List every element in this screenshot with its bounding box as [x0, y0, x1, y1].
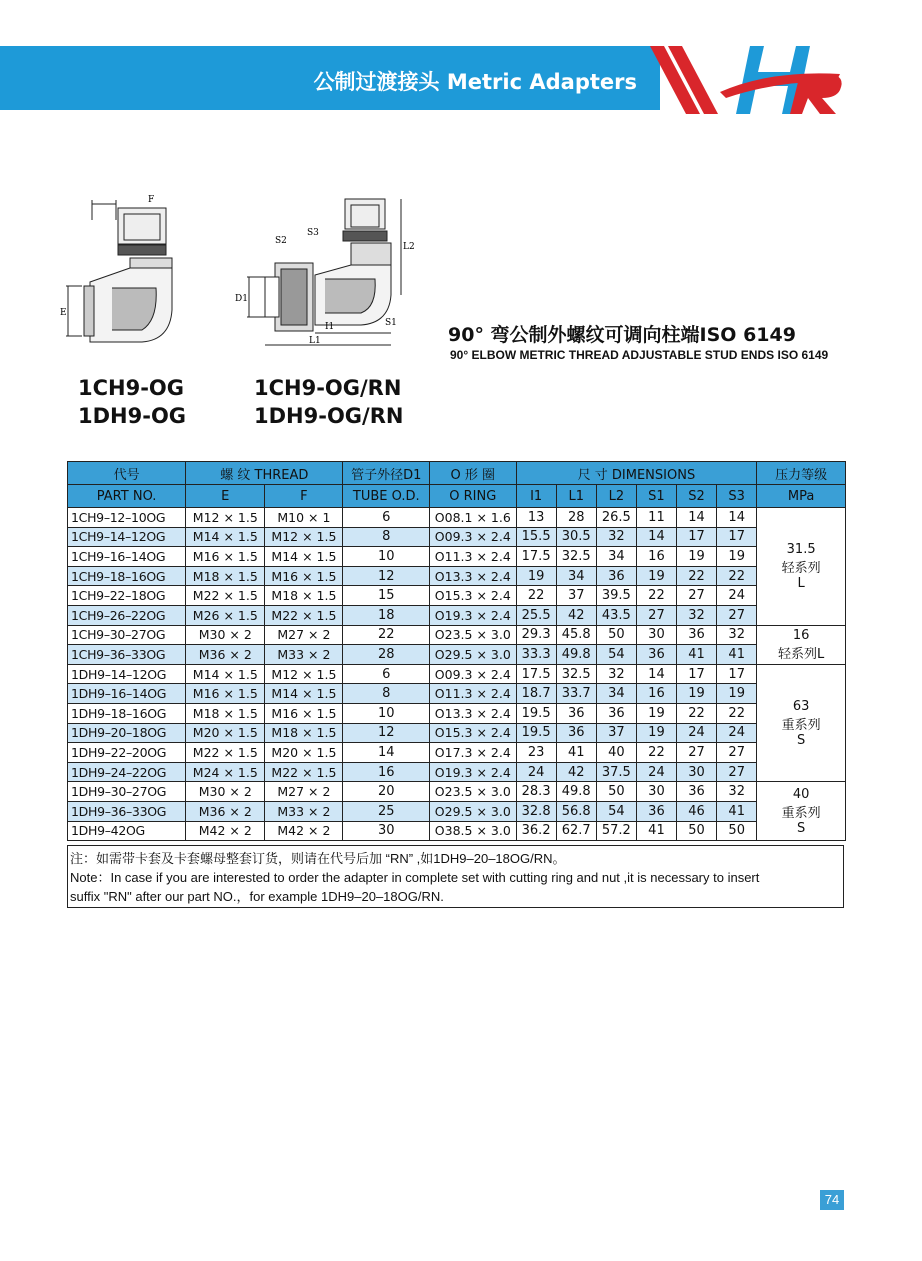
dim-label-s2: S2 [275, 236, 287, 246]
table-cell: 14 [343, 743, 430, 763]
table-cell: 33.3 [516, 645, 556, 665]
table-cell: 34 [556, 566, 596, 586]
table-cell: O29.5 × 3.0 [430, 645, 517, 665]
table-cell: 19 [677, 684, 717, 704]
dim-label-d1: D1 [235, 294, 248, 304]
table-cell: 17.5 [516, 547, 556, 567]
table-cell: M20 × 1.5 [265, 743, 343, 763]
table-cell: 20 [343, 782, 430, 802]
pressure-rating-line: L [797, 575, 805, 591]
table-cell: M22 × 1.5 [186, 586, 265, 606]
table-cell: O09.3 × 2.4 [430, 527, 517, 547]
col-header-s3: S3 [717, 485, 757, 508]
col-header-tube-od: TUBE O.D. [343, 485, 430, 508]
table-row [68, 723, 846, 743]
table-cell: M30 × 2 [186, 782, 265, 802]
col-header-pressure: 压力等级 [757, 462, 846, 485]
col-header-dimensions: 尺 寸 DIMENSIONS [516, 462, 757, 485]
table-cell: 19 [636, 723, 676, 743]
table-cell: M12 × 1.5 [186, 508, 265, 528]
table-cell: 36 [636, 645, 676, 665]
table-cell: 6 [343, 664, 430, 684]
col-header-o-ring: O RING [430, 485, 517, 508]
table-cell: 24 [677, 723, 717, 743]
table-cell: 19.5 [516, 703, 556, 723]
table-cell: 46 [677, 801, 717, 821]
pressure-rating-line: S [797, 732, 806, 748]
table-cell: 49.8 [556, 782, 596, 802]
table-cell: 19.5 [516, 723, 556, 743]
part-number-cell: 1DH9–24–22OG [68, 762, 186, 782]
table-row [68, 547, 846, 567]
order-note [67, 845, 844, 908]
table-cell: O38.5 × 3.0 [430, 821, 517, 841]
table-cell: 36 [677, 782, 717, 802]
table-body [68, 508, 846, 841]
table-cell: 19 [677, 547, 717, 567]
table-cell: O23.5 × 3.0 [430, 782, 517, 802]
table-cell: 36 [556, 723, 596, 743]
table-cell: M16 × 1.5 [186, 684, 265, 704]
table-row [68, 782, 846, 802]
table-cell: 19 [516, 566, 556, 586]
table-cell: 23 [516, 743, 556, 763]
col-header-i1: I1 [516, 485, 556, 508]
subtitle-chinese: 90° 弯公制外螺纹可调向柱端ISO 6149 [448, 324, 796, 346]
table-cell: 6 [343, 508, 430, 528]
col-header-part-no: PART NO. [68, 485, 186, 508]
part-number-cell: 1CH9–36–33OG [68, 645, 186, 665]
table-row [68, 586, 846, 606]
table-cell: M10 × 1 [265, 508, 343, 528]
table-cell: 41 [717, 645, 757, 665]
part-number-cell: 1DH9–42OG [68, 821, 186, 841]
table-cell: 26.5 [596, 508, 636, 528]
table-cell: 29.3 [516, 625, 556, 645]
table-cell: 36 [556, 703, 596, 723]
table-cell: 34 [596, 547, 636, 567]
table-row [68, 684, 846, 704]
table-cell: 17.5 [516, 664, 556, 684]
table-cell: 19 [717, 684, 757, 704]
table-cell: M24 × 1.5 [186, 762, 265, 782]
table-cell: 32.5 [556, 547, 596, 567]
table-cell: 19 [636, 566, 676, 586]
part-number-cell: 1CH9–26–22OG [68, 605, 186, 625]
table-cell: M30 × 2 [186, 625, 265, 645]
table-cell: 32 [596, 664, 636, 684]
table-cell: O29.5 × 3.0 [430, 801, 517, 821]
table-cell: M18 × 1.5 [186, 703, 265, 723]
table-cell: 27 [717, 605, 757, 625]
table-cell: 22 [516, 586, 556, 606]
table-cell: 14 [636, 527, 676, 547]
dim-label-i1: I1 [325, 322, 335, 332]
table-cell: M42 × 2 [186, 821, 265, 841]
table-cell: 49.8 [556, 645, 596, 665]
table-cell: M27 × 2 [265, 625, 343, 645]
table-cell: 32.5 [556, 664, 596, 684]
table-cell: M33 × 2 [265, 801, 343, 821]
pressure-rating-line: 63 [792, 698, 810, 714]
table-cell: 22 [717, 566, 757, 586]
table-cell: 32 [717, 782, 757, 802]
table-cell: 41 [717, 801, 757, 821]
table-cell: 50 [677, 821, 717, 841]
table-cell: 24 [636, 762, 676, 782]
pressure-rating-cell [757, 625, 846, 664]
dimensions-table [67, 461, 846, 841]
table-cell: 22 [717, 703, 757, 723]
table-cell: M12 × 1.5 [265, 527, 343, 547]
table-cell: M22 × 1.5 [265, 605, 343, 625]
note-english-line-2: suffix "RN" after our part NO.，for example 1DH9–20–18OG/RN. [70, 889, 444, 904]
table-cell: 10 [343, 703, 430, 723]
table-cell: 19 [636, 703, 676, 723]
table-cell: 25.5 [516, 605, 556, 625]
table-row [68, 821, 846, 841]
table-cell: 41 [636, 821, 676, 841]
table-cell: 30 [677, 762, 717, 782]
part-number-cell: 1CH9–12–10OG [68, 508, 186, 528]
table-cell: 12 [343, 723, 430, 743]
table-cell: 16 [343, 762, 430, 782]
table-row [68, 566, 846, 586]
table-cell: O15.3 × 2.4 [430, 586, 517, 606]
col-header-f: F [265, 485, 343, 508]
part-number-cell: 1CH9–18–16OG [68, 566, 186, 586]
pressure-rating-line: 重系列 [781, 717, 821, 733]
table-cell: 62.7 [556, 821, 596, 841]
table-cell: M18 × 1.5 [265, 586, 343, 606]
pressure-rating-cell [757, 508, 846, 626]
table-cell: 27 [717, 743, 757, 763]
table-cell: 28 [556, 508, 596, 528]
table-header-row-1 [68, 462, 846, 485]
pressure-rating-cell [757, 664, 846, 782]
table-row [68, 801, 846, 821]
table-row [68, 743, 846, 763]
table-cell: 36.2 [516, 821, 556, 841]
table-cell: 18.7 [516, 684, 556, 704]
table-cell: O13.3 × 2.4 [430, 566, 517, 586]
drawing-elbow-plain [60, 190, 200, 360]
table-cell: 36 [636, 801, 676, 821]
model-label-left-2: 1DH9-OG [78, 404, 187, 428]
table-cell: M36 × 2 [186, 801, 265, 821]
part-number-cell: 1CH9–16–14OG [68, 547, 186, 567]
table-cell: 16 [636, 547, 676, 567]
table-cell: 22 [636, 586, 676, 606]
table-cell: O13.3 × 2.4 [430, 703, 517, 723]
part-number-cell: 1DH9–22–20OG [68, 743, 186, 763]
table-cell: 14 [636, 664, 676, 684]
table-cell: M27 × 2 [265, 782, 343, 802]
table-cell: O23.5 × 3.0 [430, 625, 517, 645]
table-row [68, 508, 846, 528]
table-cell: 10 [343, 547, 430, 567]
pressure-rating-line: S [797, 820, 806, 836]
table-cell: 43.5 [596, 605, 636, 625]
table-cell: 36 [677, 625, 717, 645]
table-cell: 17 [677, 527, 717, 547]
table-cell: M18 × 1.5 [265, 723, 343, 743]
table-cell: 27 [677, 586, 717, 606]
table-cell: 24 [516, 762, 556, 782]
table-cell: M16 × 1.5 [265, 703, 343, 723]
col-header-code: 代号 [68, 462, 186, 485]
table-row [68, 664, 846, 684]
table-cell: 22 [677, 703, 717, 723]
table-cell: 8 [343, 527, 430, 547]
model-label-right-2: 1DH9-OG/RN [254, 404, 404, 428]
table-cell: 11 [636, 508, 676, 528]
table-cell: 32.8 [516, 801, 556, 821]
table-cell: M33 × 2 [265, 645, 343, 665]
table-cell: 41 [556, 743, 596, 763]
table-cell: 30.5 [556, 527, 596, 547]
table-cell: 27 [636, 605, 676, 625]
dim-label-l1: L1 [309, 336, 321, 346]
table-row [68, 762, 846, 782]
table-cell: 50 [596, 782, 636, 802]
table-cell: 56.8 [556, 801, 596, 821]
col-header-thread: 螺 纹 THREAD [186, 462, 343, 485]
table-header-row-2 [68, 485, 846, 508]
col-header-e: E [186, 485, 265, 508]
table-cell: 41 [677, 645, 717, 665]
table-cell: 15 [343, 586, 430, 606]
table-cell: O17.3 × 2.4 [430, 743, 517, 763]
table-cell: M16 × 1.5 [265, 566, 343, 586]
table-cell: 33.7 [556, 684, 596, 704]
table-cell: 17 [677, 664, 717, 684]
part-number-cell: 1DH9–18–16OG [68, 703, 186, 723]
pressure-rating-cell [757, 782, 846, 841]
table-cell: O08.1 × 1.6 [430, 508, 517, 528]
model-label-left-1: 1CH9-OG [78, 376, 185, 400]
note-chinese: 注：如需带卡套及卡套螺母整套订货，则请在代号后加 “RN” ,如1DH9–20–18OG/RN。 [70, 851, 566, 866]
page-title: 公制过渡接头 Metric Adapters [313, 70, 637, 94]
table-cell: O09.3 × 2.4 [430, 664, 517, 684]
table-cell: M14 × 1.5 [186, 527, 265, 547]
dim-label-s1: S1 [385, 318, 397, 328]
table-cell: O15.3 × 2.4 [430, 723, 517, 743]
table-cell: 42 [556, 762, 596, 782]
table-cell: 45.8 [556, 625, 596, 645]
table-cell: 37.5 [596, 762, 636, 782]
table-cell: 16 [636, 684, 676, 704]
note-english-line-1: Note：In case if you are interested to order the adapter in complete set with cutting ring and nut ,it is necessary to insert [70, 870, 760, 885]
pressure-rating-line: 重系列 [781, 805, 821, 821]
table-cell: 22 [343, 625, 430, 645]
table-cell: 32 [677, 605, 717, 625]
table-row [68, 645, 846, 665]
part-number-cell: 1DH9–14–12OG [68, 664, 186, 684]
pressure-rating-line: 31.5 [786, 541, 816, 557]
part-number-cell: 1DH9–36–33OG [68, 801, 186, 821]
table-cell: 30 [636, 782, 676, 802]
model-label-right-1: 1CH9-OG/RN [254, 376, 402, 400]
table-cell: 54 [596, 645, 636, 665]
table-cell: 28 [343, 645, 430, 665]
table-cell: 28.3 [516, 782, 556, 802]
table-cell: 14 [677, 508, 717, 528]
table-cell: 18 [343, 605, 430, 625]
table-cell: 50 [717, 821, 757, 841]
table-cell: M26 × 1.5 [186, 605, 265, 625]
pressure-rating-line: 轻系列L [778, 646, 825, 662]
table-cell: M14 × 1.5 [265, 547, 343, 567]
table-cell: 50 [596, 625, 636, 645]
table-cell: 12 [343, 566, 430, 586]
table-cell: 30 [636, 625, 676, 645]
table-cell: 25 [343, 801, 430, 821]
part-number-cell: 1CH9–30–27OG [68, 625, 186, 645]
part-number-cell: 1DH9–20–18OG [68, 723, 186, 743]
table-cell: 32 [596, 527, 636, 547]
table-cell: 14 [717, 508, 757, 528]
col-header-s1: S1 [636, 485, 676, 508]
table-cell: 27 [677, 743, 717, 763]
page-number: 74 [820, 1190, 844, 1210]
table-cell: 39.5 [596, 586, 636, 606]
table-cell: O19.3 × 2.4 [430, 762, 517, 782]
table-cell: O11.3 × 2.4 [430, 684, 517, 704]
table-cell: M22 × 1.5 [265, 762, 343, 782]
table-cell: 37 [596, 723, 636, 743]
table-row [68, 625, 846, 645]
table-cell: 34 [596, 684, 636, 704]
table-cell: M16 × 1.5 [186, 547, 265, 567]
table-row [68, 527, 846, 547]
table-cell: 24 [717, 723, 757, 743]
table-cell: 27 [717, 762, 757, 782]
table-cell: M14 × 1.5 [186, 664, 265, 684]
dim-label-e: E [60, 308, 67, 318]
col-header-l1: L1 [556, 485, 596, 508]
table-cell: 17 [717, 527, 757, 547]
table-cell: 17 [717, 664, 757, 684]
part-number-cell: 1CH9–14–12OG [68, 527, 186, 547]
table-cell: 32 [717, 625, 757, 645]
col-header-oring: O 形 圈 [430, 462, 517, 485]
col-header-l2: L2 [596, 485, 636, 508]
dim-label-s3: S3 [307, 228, 319, 238]
dim-label-f: F [148, 195, 155, 205]
subtitle-english: 90° ELBOW METRIC THREAD ADJUSTABLE STUD ENDS ISO 6149 [450, 348, 829, 362]
table-cell: 30 [343, 821, 430, 841]
table-cell: M36 × 2 [186, 645, 265, 665]
table-cell: 19 [717, 547, 757, 567]
part-number-cell: 1DH9–16–14OG [68, 684, 186, 704]
col-header-s2: S2 [677, 485, 717, 508]
col-header-tube: 管子外径D1 [343, 462, 430, 485]
table-cell: 24 [717, 586, 757, 606]
table-cell: 57.2 [596, 821, 636, 841]
table-cell: 22 [677, 566, 717, 586]
table-cell: 54 [596, 801, 636, 821]
company-logo [650, 40, 850, 120]
table-cell: 36 [596, 703, 636, 723]
pressure-rating-line: 轻系列 [781, 560, 821, 576]
table-cell: M22 × 1.5 [186, 743, 265, 763]
part-number-cell: 1CH9–22–18OG [68, 586, 186, 606]
table-cell: M14 × 1.5 [265, 684, 343, 704]
table-cell: 37 [556, 586, 596, 606]
pressure-rating-line: 40 [792, 786, 810, 802]
table-cell: 40 [596, 743, 636, 763]
table-cell: M12 × 1.5 [265, 664, 343, 684]
table-cell: 22 [636, 743, 676, 763]
table-row [68, 703, 846, 723]
table-cell: M18 × 1.5 [186, 566, 265, 586]
table-cell: M20 × 1.5 [186, 723, 265, 743]
table-cell: O11.3 × 2.4 [430, 547, 517, 567]
table-cell: 36 [596, 566, 636, 586]
table-cell: 8 [343, 684, 430, 704]
table-cell: M42 × 2 [265, 821, 343, 841]
drawing-elbow-with-nut [225, 195, 415, 355]
table-cell: 13 [516, 508, 556, 528]
pressure-rating-line: 16 [792, 627, 810, 643]
table-row [68, 605, 846, 625]
col-header-mpa: MPa [757, 485, 846, 508]
dim-label-l2: L2 [403, 242, 415, 252]
table-cell: O19.3 × 2.4 [430, 605, 517, 625]
table-cell: 15.5 [516, 527, 556, 547]
part-number-cell: 1DH9–30–27OG [68, 782, 186, 802]
table-cell: 42 [556, 605, 596, 625]
